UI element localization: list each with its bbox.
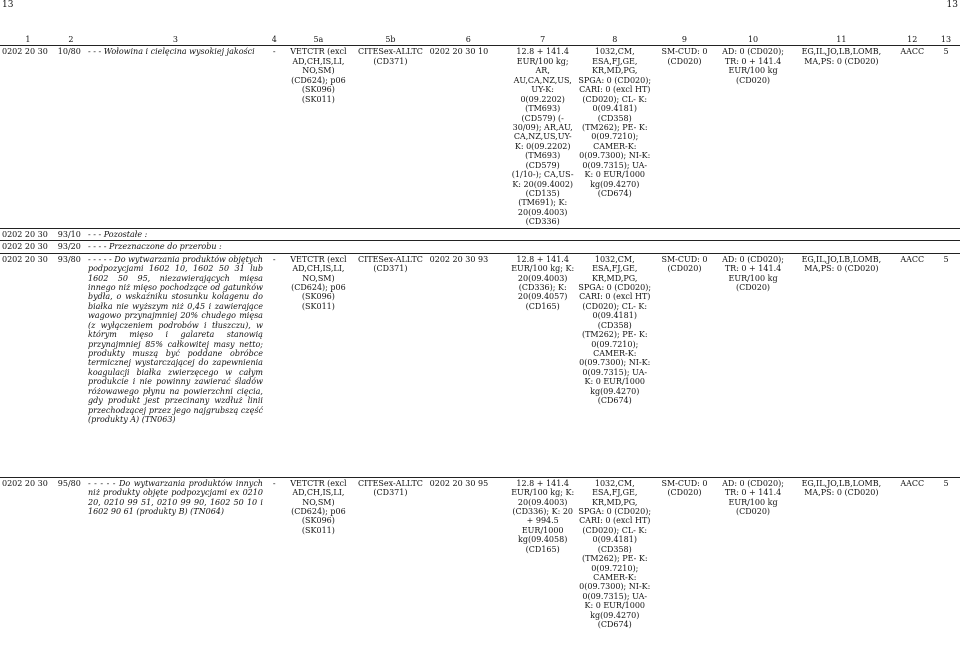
table-row (0, 241, 960, 253)
cell: SM-CUD: 0 (CD020) (661, 47, 708, 66)
cell: - (272, 47, 276, 57)
cell: SM-CUD: 0 (CD020) (653, 253, 716, 477)
cell: EG,IL,JO,LB,LOMB, MA,PS: 0 (CD020) (801, 47, 882, 66)
cell: AACC (892, 477, 932, 631)
sub-code: 10/80 (57, 47, 81, 57)
page-number-right: 13 (946, 0, 958, 10)
cell: VETCTR (excl AD,CH,IS,LI, NO,SM) (CD624); p06 (SK096) (SK011) (284, 477, 354, 631)
cell: 0202 20 30 93 (428, 253, 509, 477)
cell: CITESex-ALLTC (CD371) (357, 47, 423, 66)
cell: 5 (932, 477, 960, 631)
cell: CITESex-ALLTC (CD371) (353, 477, 427, 631)
cell: AACC (892, 253, 932, 477)
cell: AD: 0 (CD020); TR: 0 + 141.4 EUR/100 kg (CD020) (716, 477, 790, 631)
sub-code: 93/80 (56, 253, 86, 477)
cell: 12.8 + 141.4 EUR/100 kg; K: 20(09.4003) (CD336); K: 20 + 994.5 EUR/1000 kg(09.4058) (CD165) (509, 477, 576, 631)
cell: EG,IL,JO,LB,LOMB, MA,PS: 0 (CD020) (790, 253, 892, 477)
col-header: 2 (56, 34, 86, 46)
col-header: 7 (509, 34, 576, 46)
col-header: 9 (653, 34, 716, 46)
sub-code: 93/20 (56, 241, 86, 253)
cn-code: 0202 20 30 (2, 47, 48, 57)
cell: 5 (932, 253, 960, 477)
table-row (0, 46, 960, 228)
cn-code: 0202 20 30 (0, 241, 56, 253)
cell: EG,IL,JO,LB,LOMB, MA,PS: 0 (CD020) (790, 477, 892, 631)
sub-code: 93/10 (56, 228, 86, 240)
cell: - (265, 477, 284, 631)
description: - - - Wołowina i cielęcina wysokiej jakości (87, 47, 255, 57)
col-header: 5b (353, 34, 427, 46)
col-header: 12 (892, 34, 932, 46)
col-header: 8 (576, 34, 653, 46)
cell: AD: 0 (CD020); TR: 0 + 141.4 EUR/100 kg (CD020) (722, 47, 784, 85)
description: - - - Pozostałe : (86, 228, 960, 240)
description: - - - - - Do wytwarzania produktów innych niż produkty objęte podpozycjami ex 0210 20, 0210 99 51, 0210 99 90, 1602 50 10 i 1602 90 61 (produkty B) (TN064) (86, 477, 265, 631)
col-header: 5a (284, 34, 354, 46)
description: - - - - - Do wytwarzania produktów objętych podpozycjami 1602 10, 1602 50 31 lub 1602 50 95, niezawierających mięsa innego niż mięso pochodzące od gatunków bydła, o wskaźniku stosunku kolagenu do białka nie wyższym niż 0,45 i zawierające wagowo przynajmniej 20% chudego mięsa (z wyłączeniem podrobów i tłuszczu), w którym mięso i galareta stanowią przynajmniej 85% całkowitej masy netto; produkty muszą być poddane obróbce termicznej wystarczającej do zapewnienia koagulacji białka zwierzęcego w całym produkcie i nie powinny zawierać śladów różowawego płynu na powierzchni cięcia, gdy produkt jest przecinany wzdłuż linii przechodzącej przez jego najgrubszą część (produkty A) (TN063) (86, 253, 265, 477)
cell: AD: 0 (CD020); TR: 0 + 141.4 EUR/100 kg (CD020) (716, 253, 790, 477)
cell: 5 (943, 47, 949, 57)
col-header: 11 (790, 34, 892, 46)
cell: AACC (900, 47, 925, 57)
table-row (0, 253, 960, 477)
cell: - (265, 253, 284, 477)
table-row (0, 477, 960, 631)
cn-code: 0202 20 30 (0, 253, 56, 477)
cn-code: 0202 20 30 (0, 228, 56, 240)
cell: 0202 20 30 95 (428, 477, 509, 631)
cn-code: 0202 20 30 (0, 477, 56, 631)
cell: VETCTR (excl AD,CH,IS,LI, NO,SM) (CD624); p06 (SK096) (SK011) (284, 253, 354, 477)
cell: SM-CUD: 0 (CD020) (653, 477, 716, 631)
sub-code: 95/80 (56, 477, 86, 631)
cell: 1032,CM, ESA,FJ,GE, KR,MD,PG, SPGA: 0 (CD020); CARI: 0 (excl HT) (CD020); CL- K: 0(09.4181) (CD358) (TM262); PE- K: 0(09.7210); CAMER-K: 0(09.7300); NI-K: 0(09.7315); UA-K: 0 EUR/1000 kg(09.4270) (CD674) (578, 47, 652, 198)
cell: CITESex-ALLTC (CD371) (353, 253, 427, 477)
cell: 12.8 + 141.4 EUR/100 kg; K: 20(09.4003) (CD336); K: 20(09.4057) (CD165) (509, 253, 576, 477)
col-header: 3 (86, 34, 265, 46)
col-header: 13 (932, 34, 960, 46)
col-header: 4 (265, 34, 284, 46)
cell: VETCTR (excl AD,CH,IS,LI, NO,SM) (CD624); p06 (SK096) (SK011) (290, 47, 347, 104)
cell: 0202 20 30 10 (429, 47, 489, 57)
cell: 1032,CM, ESA,FJ,GE, KR,MD,PG, SPGA: 0 (CD020); CARI: 0 (excl HT) (CD020); CL- K: 0(09.4181) (CD358) (TM262); PE- K: 0(09.7210); CAMER-K: 0(09.7300); NI-K: 0(09.7315); UA-K: 0 EUR/1000 kg(09.4270) (CD674) (576, 477, 653, 631)
col-header: 1 (0, 34, 56, 46)
header-row (0, 34, 960, 46)
page-number-left: 13 (2, 0, 14, 10)
description: - - - - Przeznaczone do przerobu : (86, 241, 960, 253)
cell: 12.8 + 141.4 EUR/100 kg; AR, AU,CA,NZ,US, UY-K: 0(09.2202) (TM693) (CD579) (- 30/09); AR,AU, CA,NZ,US,UY- K: 0(09.2202) (TM693) (CD579) (1/10-); CA,US- K: 20(09.4002) (CD135) (TM691); K: 20(09.4003) (CD336) (511, 47, 574, 227)
table-row (0, 228, 960, 240)
col-header: 6 (428, 34, 509, 46)
tariff-table (0, 34, 960, 631)
cell: 1032,CM, ESA,FJ,GE, KR,MD,PG, SPGA: 0 (CD020); CARI: 0 (excl HT) (CD020); CL- K: 0(09.4181) (CD358) (TM262); PE- K: 0(09.7210); CAMER-K: 0(09.7300); NI-K: 0(09.7315); UA-K: 0 EUR/1000 kg(09.4270) (CD674) (576, 253, 653, 477)
col-header: 10 (716, 34, 790, 46)
